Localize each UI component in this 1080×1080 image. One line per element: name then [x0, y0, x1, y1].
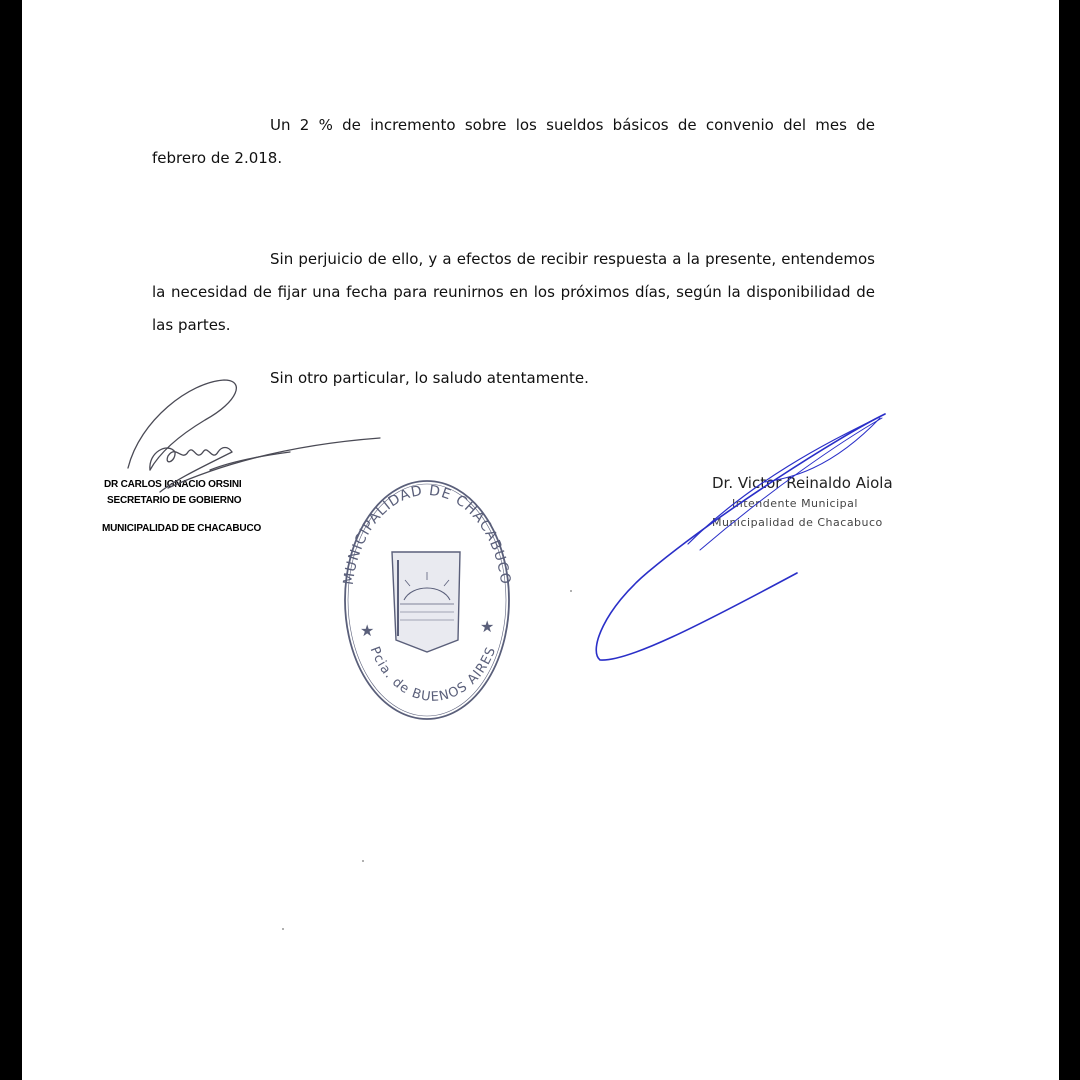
ink-overlay	[22, 0, 1059, 1080]
paper-speck	[282, 928, 284, 930]
document-page	[22, 0, 1059, 1080]
left-frame-border	[0, 0, 22, 1080]
right-frame-border	[1059, 0, 1080, 1080]
handwritten-signature-right	[596, 414, 885, 660]
paper-speck	[570, 590, 572, 592]
signatory-right-organization: Municipalidad de Chacabuco	[712, 516, 883, 529]
paper-speck	[362, 860, 364, 862]
seal-bottom-text: Pcia. de BUENOS AIRES	[366, 644, 500, 705]
municipal-seal	[341, 481, 514, 719]
signatory-left-role: SECRETARIO DE GOBIERNO	[107, 495, 242, 506]
signatory-left-name: DR CARLOS IGNACIO ORSINI	[104, 479, 242, 490]
signatory-right-role: Intendente Municipal	[732, 497, 858, 510]
seal-star-left-icon: ★	[360, 621, 375, 640]
handwritten-signature-left	[128, 380, 380, 492]
paragraph-meeting-text: Sin perjuicio de ello, y a efectos de recibir respuesta a la presente, entendemos la necesidad de fijar una fecha para reunirnos en los próximos días, según la disponibilidad de las partes.	[152, 250, 875, 334]
signatory-right-name: Dr. Victor Reinaldo Aiola	[712, 474, 893, 492]
seal-top-text: MUNICIPALIDAD DE CHACABUCO	[340, 482, 514, 586]
signatory-left-organization: MUNICIPALIDAD DE CHACABUCO	[102, 523, 262, 534]
paragraph-increment-text: Un 2 % de incremento sobre los sueldos básicos de convenio del mes de febrero de 2.018.	[152, 116, 875, 167]
seal-star-right-icon: ★	[480, 617, 495, 636]
closing-text: Sin otro particular, lo saludo atentamente.	[270, 369, 589, 387]
seal-emblem	[392, 552, 460, 652]
